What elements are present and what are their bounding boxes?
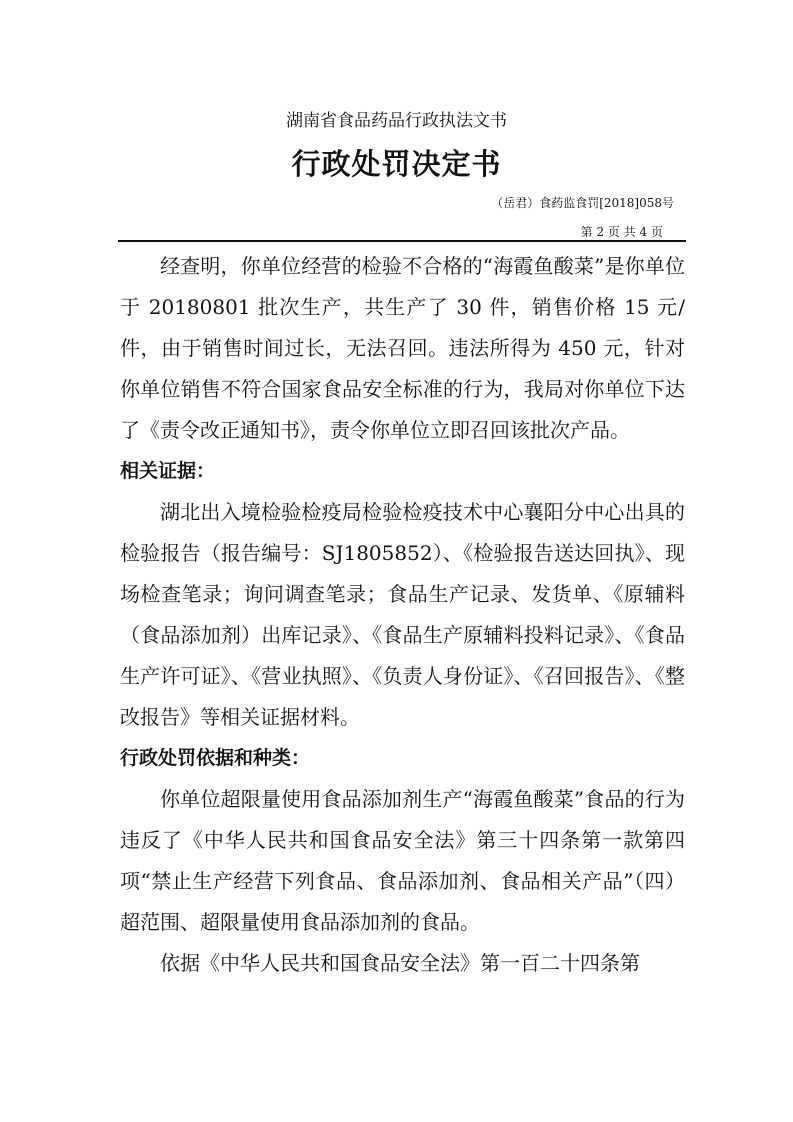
document-number: （岳君）食药监食罚[2018]058号: [491, 196, 674, 210]
basis-paragraph: 你单位超限量使用食品添加剂生产“海霞鱼酸菜”食品的行为违反了《中华人民共和国食品安全法》第三十四条第一款第四项“禁止生产经营下列食品、食品添加剂、食品相关产品”（四）超范围、超限量使用食品添加剂的食品。: [120, 787, 685, 934]
evidence-heading: 相关证据：: [120, 460, 216, 482]
document-subtitle: 湖南省食品药品行政执法文书: [286, 111, 507, 131]
according-paragraph: 依据《中华人民共和国食品安全法》第一百二十四条第: [160, 951, 640, 975]
basis-heading: 行政处罚依据和种类：: [120, 747, 311, 769]
document-body: [120, 246, 685, 984]
evidence-paragraph: 湖北出入境检验检疫局检验检疫技术中心襄阳分中心出具的检验报告（报告编号：SJ1805852）、《检验报告送达回执》、现场检查笔录；询问调查笔录；食品生产记录、发货单、《原辅料（食品添加剂）出库记录》、《食品生产原辅料投料记录》、《食品生产许可证》、《营业执照》、《负责人身份证》、《召回报告》、《整改报告》等相关证据材料。: [120, 500, 685, 729]
header-divider: [118, 240, 686, 242]
document-title: 行政处罚决定书: [291, 147, 502, 181]
page-indicator: 第 2 页 共 4 页: [580, 225, 663, 239]
findings-paragraph: 经查明，你单位经营的检验不合格的“海霞鱼酸菜”是你单位于 20180801 批次生产，共生产了 30 件，销售价格 15 元/件，由于销售时间过长，无法召回。违法所得为 450 元，针对你单位销售不符合国家食品安全标准的行为，我局对你单位下达了《责令改正通知书》，责令你单位立即召回该批次产品。: [120, 254, 685, 442]
